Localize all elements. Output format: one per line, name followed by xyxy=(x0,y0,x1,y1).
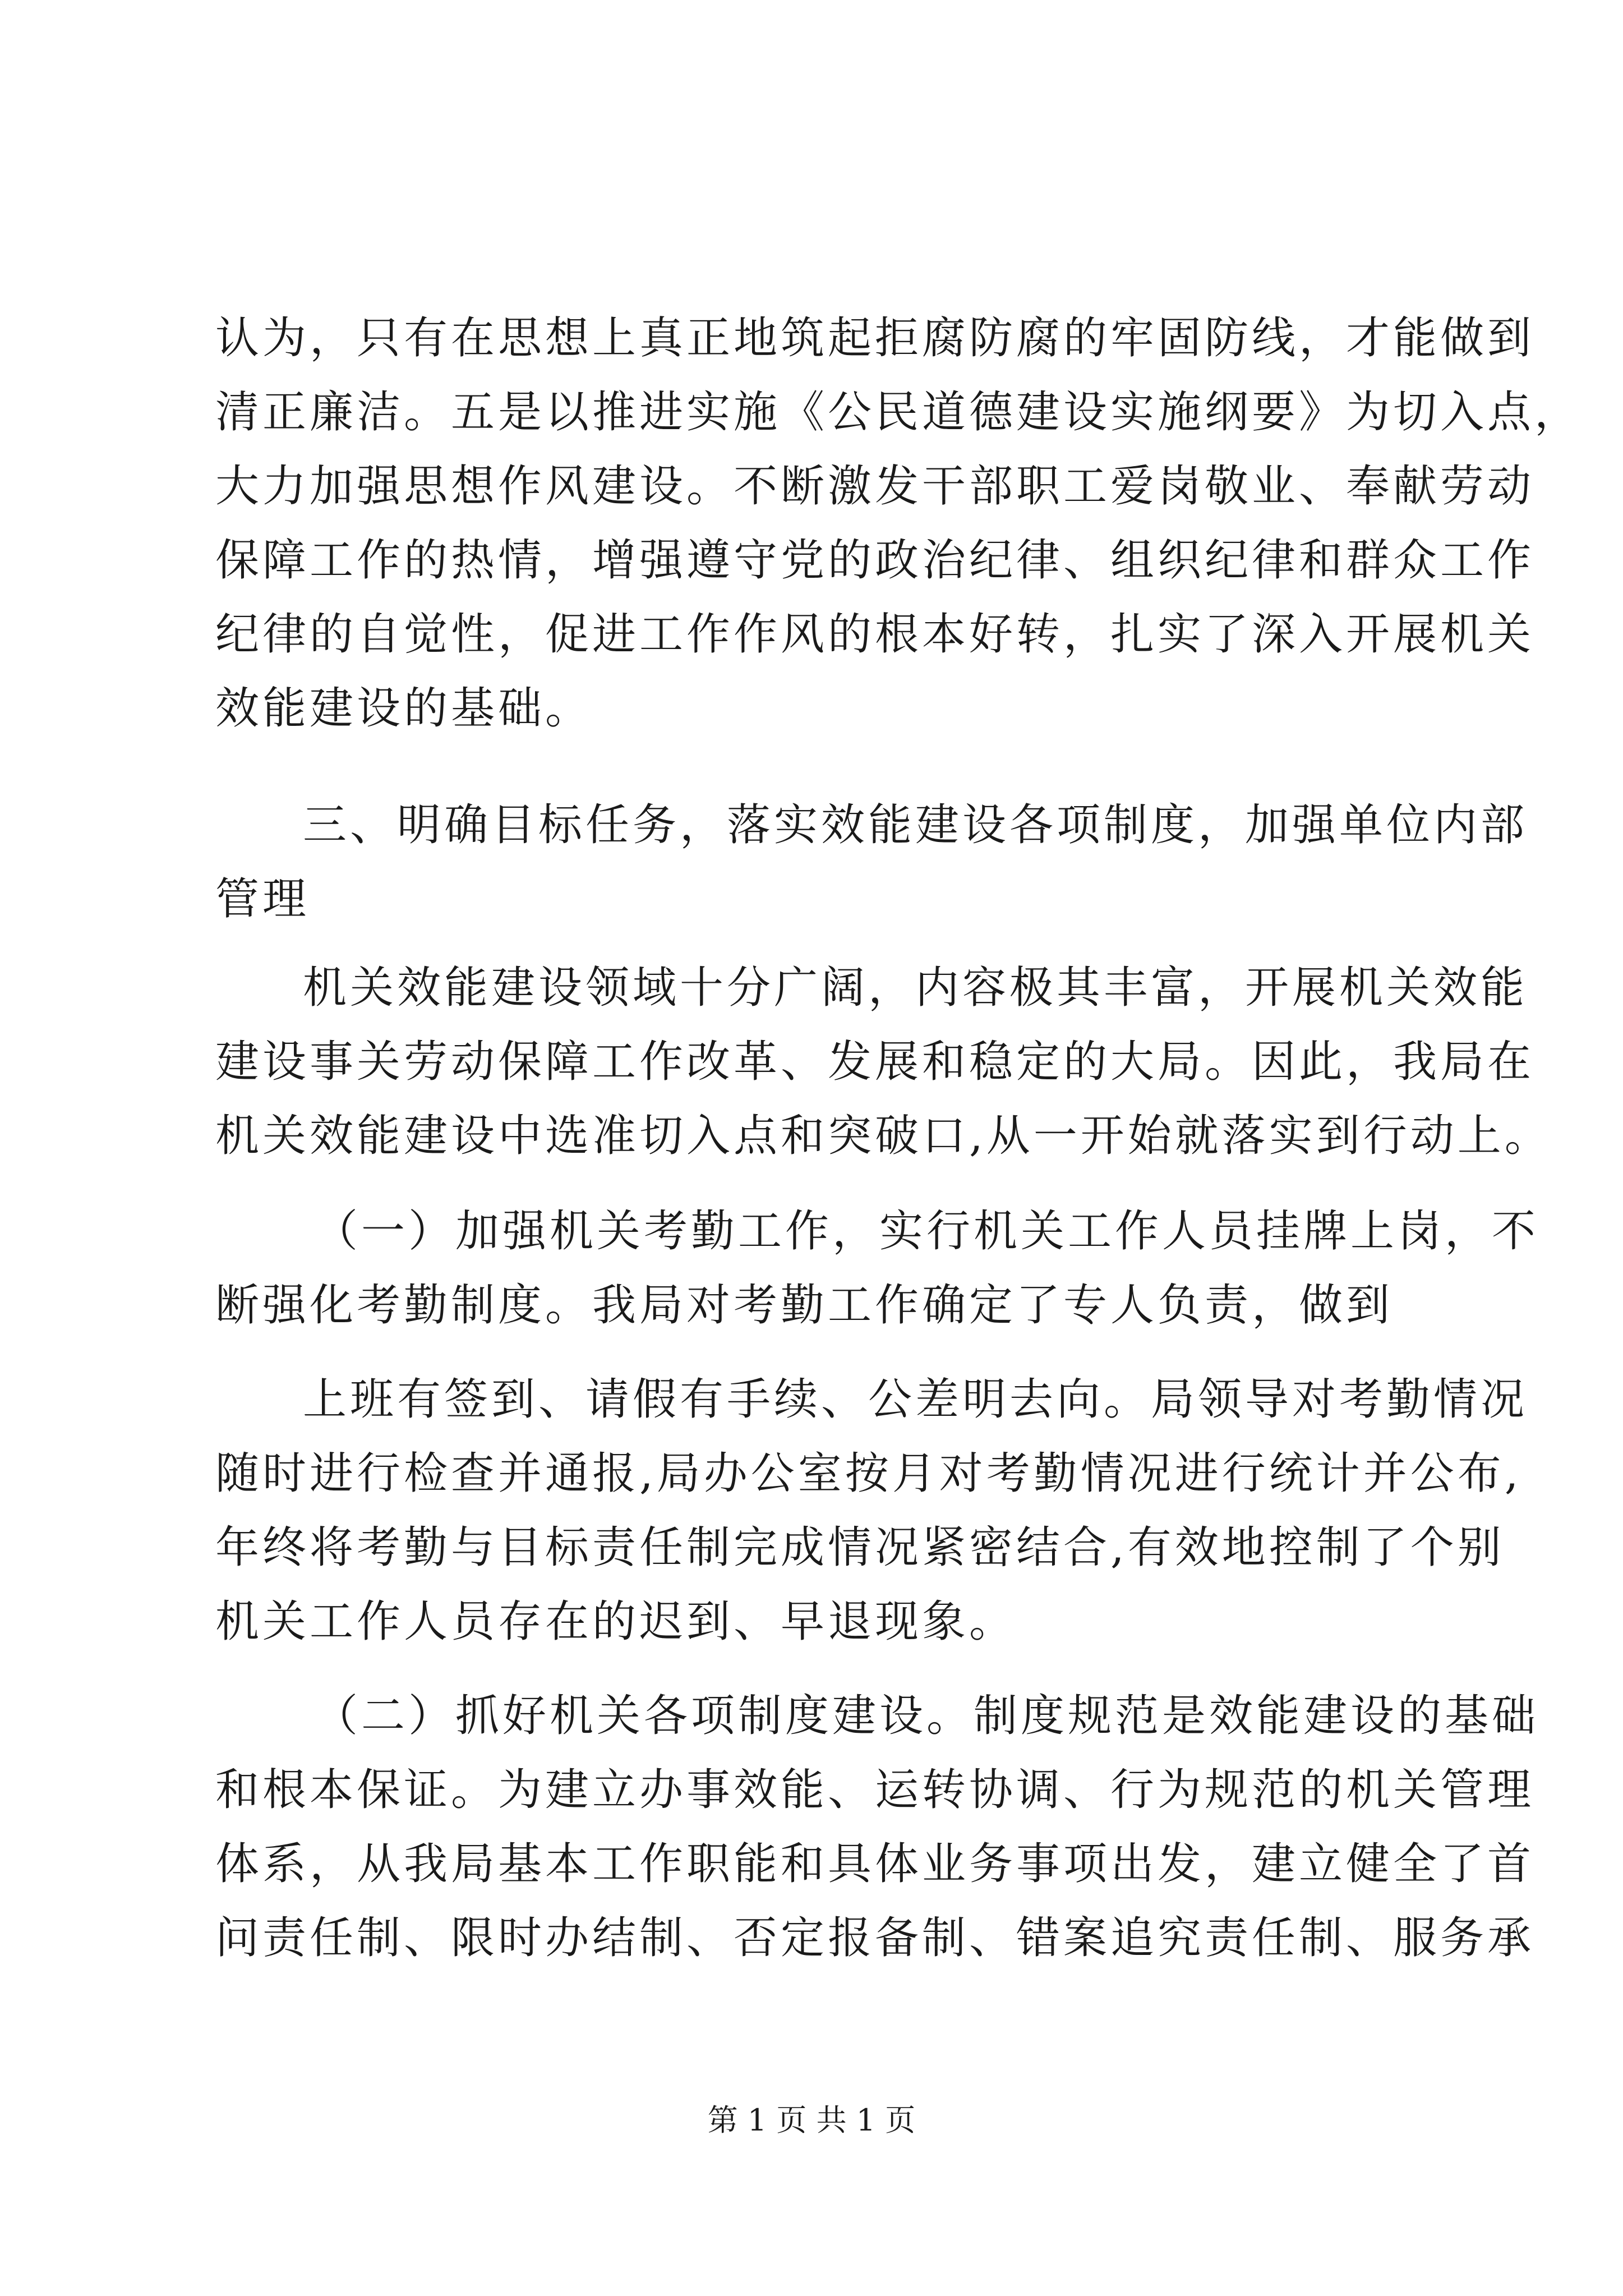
text-line: 保障工作的热情，增强遵守党的政治纪律、组织纪律和群众工作 xyxy=(215,535,1535,586)
section-heading: 三、明确目标任务，落实效能建设各项制度，加强单位内部 xyxy=(303,800,1528,850)
subsection-heading: （一）加强机关考勤工作，实行机关工作人员挂牌上岗，不 xyxy=(314,1206,1539,1257)
text-line: 断强化考勤制度。我局对考勤工作确定了专人负责，做到 xyxy=(215,1280,1394,1331)
text-line: 效能建设的基础。 xyxy=(215,683,593,734)
text-line: 上班有签到、请假有手续、公差明去向。局领导对考勤情况 xyxy=(303,1374,1528,1425)
section-heading-continued: 管理 xyxy=(215,874,310,924)
text-line: 随时进行检查并通报,局办公室按月对考勤情况进行统计并公布, xyxy=(215,1448,1522,1499)
subsection-heading: （二）抓好机关各项制度建设。制度规范是效能建设的基础 xyxy=(314,1691,1539,1741)
text-line: 机关效能建设中选准切入点和突破口,从一开始就落实到行动上。 xyxy=(215,1111,1552,1161)
text-line: 问责任制、限时办结制、否定报备制、错案追究责任制、服务承 xyxy=(215,1913,1535,1963)
text-line: 和根本保证。为建立办事效能、运转协调、行为规范的机关管理 xyxy=(215,1765,1535,1815)
text-line: 认为，只有在思想上真正地筑起拒腐防腐的牢固防线，才能做到 xyxy=(215,313,1535,364)
text-line: 清正廉洁。五是以推进实施《公民道德建设实施纲要》为切入点， xyxy=(215,387,1582,438)
text-line: 年终将考勤与目标责任制完成情况紧密结合,有效地控制了个别 xyxy=(215,1522,1505,1573)
text-line: 大力加强思想作风建设。不断激发干部职工爱岗敬业、奉献劳动 xyxy=(215,461,1535,512)
text-line: 机关工作人员存在的迟到、早退现象。 xyxy=(215,1596,1017,1647)
text-line: 纪律的自觉性，促进工作作风的根本好转，扎实了深入开展机关 xyxy=(215,609,1535,660)
text-line: 机关效能建设领域十分广阔，内容极其丰富，开展机关效能 xyxy=(303,963,1528,1013)
text-line: 体系，从我局基本工作职能和具体业务事项出发，建立健全了首 xyxy=(215,1839,1535,1889)
page-footer: 第 1 页 共 1 页 xyxy=(707,2102,916,2138)
text-line: 建设事关劳动保障工作改革、发展和稳定的大局。因此，我局在 xyxy=(215,1037,1535,1087)
